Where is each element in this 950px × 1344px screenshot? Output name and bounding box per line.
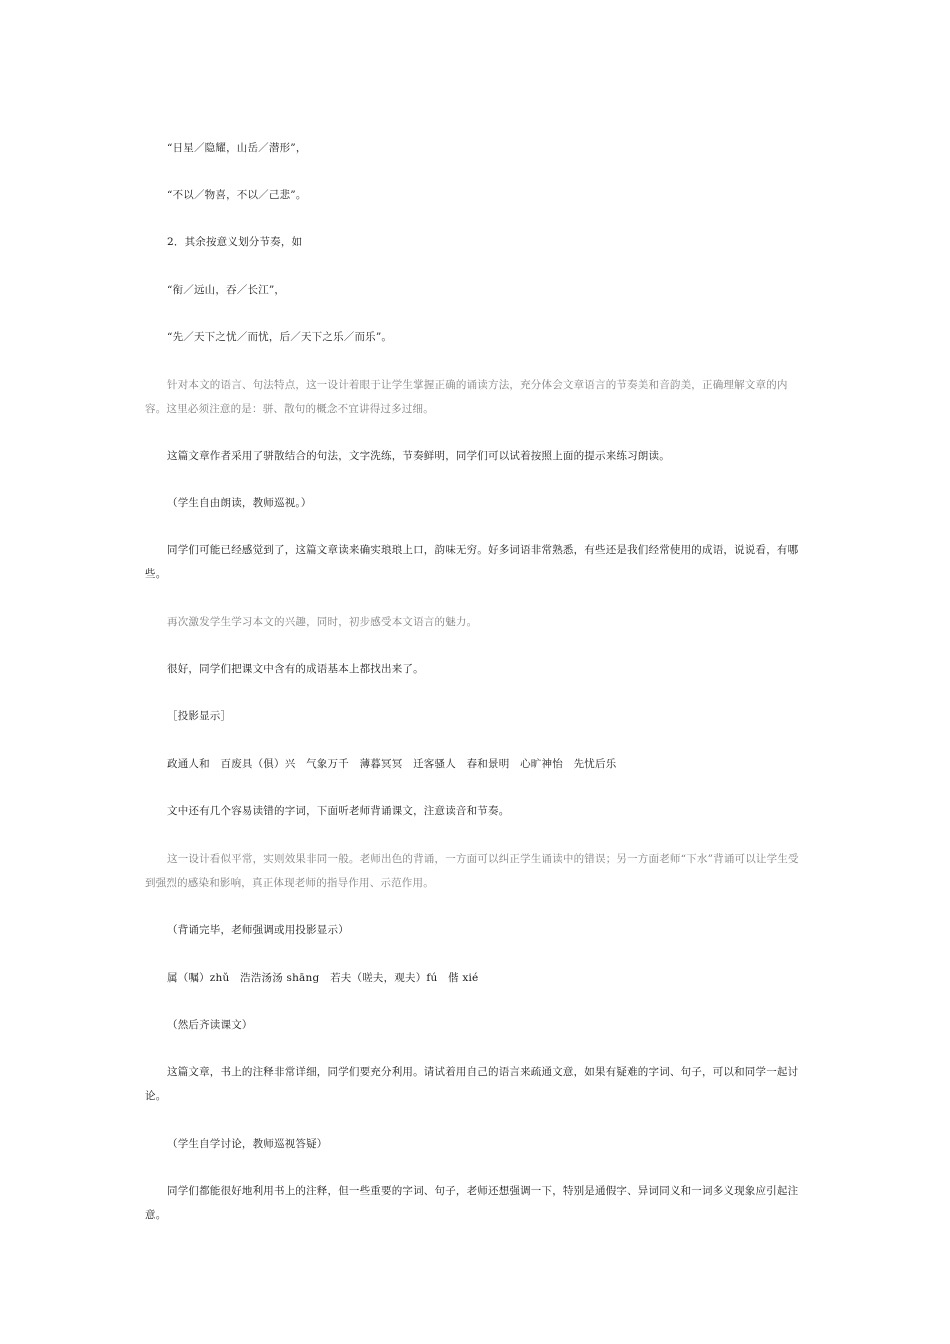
paragraph-pronunciation-list: 属（嘱）zhǔ 浩浩汤汤 shāng 若夫（嗟夫，观夫）fú 偕 xié	[167, 971, 479, 984]
paragraph-recitation-intro: 文中还有几个容易读错的字词，下面听老师背诵课文，注意读音和节奏。	[167, 804, 510, 817]
paragraph-idiom-list: 政通人和 百废具（俱）兴 气象万千 薄暮冥冥 迁客骚人 春和景明 心旷神怡 先忧后乐	[167, 757, 617, 770]
paragraph-rule-2: 2．其余按意义划分节奏，如	[167, 235, 303, 248]
paragraph-idiom-prompt: 同学们可能已经感觉到了，这篇文章读来确实琅琅上口，韵味无穷。好多词语非常熟悉，有些还是我们经常使用的成语，说说看，有哪些。	[145, 543, 799, 580]
paragraph-student-activity-1: （学生自由朗读，教师巡视。）	[167, 496, 312, 509]
paragraph-recitation-done: （背诵完毕，老师强调或用投影显示）	[167, 923, 349, 936]
paragraph-design-note-3: 这一设计看似平常，实则效果非同一般。老师出色的背诵，一方面可以纠正学生诵读中的错误；另一方面老师“下水”背诵可以让学生受到强烈的感染和影响，真正体现老师的指导作用、示范作用。	[145, 852, 799, 889]
paragraph-student-activity-2: （学生自学讨论，教师巡视答疑）	[167, 1137, 328, 1150]
paragraph-group-reading: （然后齐读课文）	[167, 1018, 253, 1031]
paragraph-reading-instruction: 这篇文章作者采用了骈散结合的句法，文字洗练，节奏鲜明，同学们可以试着按照上面的提示来练习朗读。	[167, 449, 670, 462]
paragraph-key-points: 同学们都能很好地利用书上的注释，但一些重要的字词、句子，老师还想强调一下，特别是通假字、异词同义和一词多义现象应引起注意。	[145, 1184, 799, 1221]
paragraph-rhythm-example-2: “不以／物喜，不以／己悲”。	[167, 188, 307, 201]
paragraph-design-note-2: 再次激发学生学习本文的兴趣，同时，初步感受本文语言的魅力。	[167, 615, 478, 628]
paragraph-idiom-summary: 很好，同学们把课文中含有的成语基本上都找出来了。	[167, 662, 424, 675]
paragraph-projection-label: ［投影显示］	[167, 709, 232, 722]
paragraph-rhythm-example-3: “衔／远山，吞／长江”，	[167, 283, 286, 296]
paragraph-rhythm-example-1: “日星／隐耀，山岳／潜形”，	[167, 141, 307, 154]
paragraph-rhythm-example-4: “先／天下之忧／而忧，后／天下之乐／而乐”。	[167, 330, 393, 343]
paragraph-design-note-1: 针对本文的语言、句法特点，这一设计着眼于让学生掌握正确的诵读方法，充分体会文章语言的节奏美和音韵美，正确理解文章的内容。这里必须注意的是：骈、散句的概念不宜讲得过多过细。	[145, 378, 788, 415]
paragraph-annotation-prompt: 这篇文章，书上的注释非常详细，同学们要充分利用。请试着用自己的语言来疏通文意，如果有疑难的字词、句子，可以和同学一起讨论。	[145, 1065, 799, 1102]
